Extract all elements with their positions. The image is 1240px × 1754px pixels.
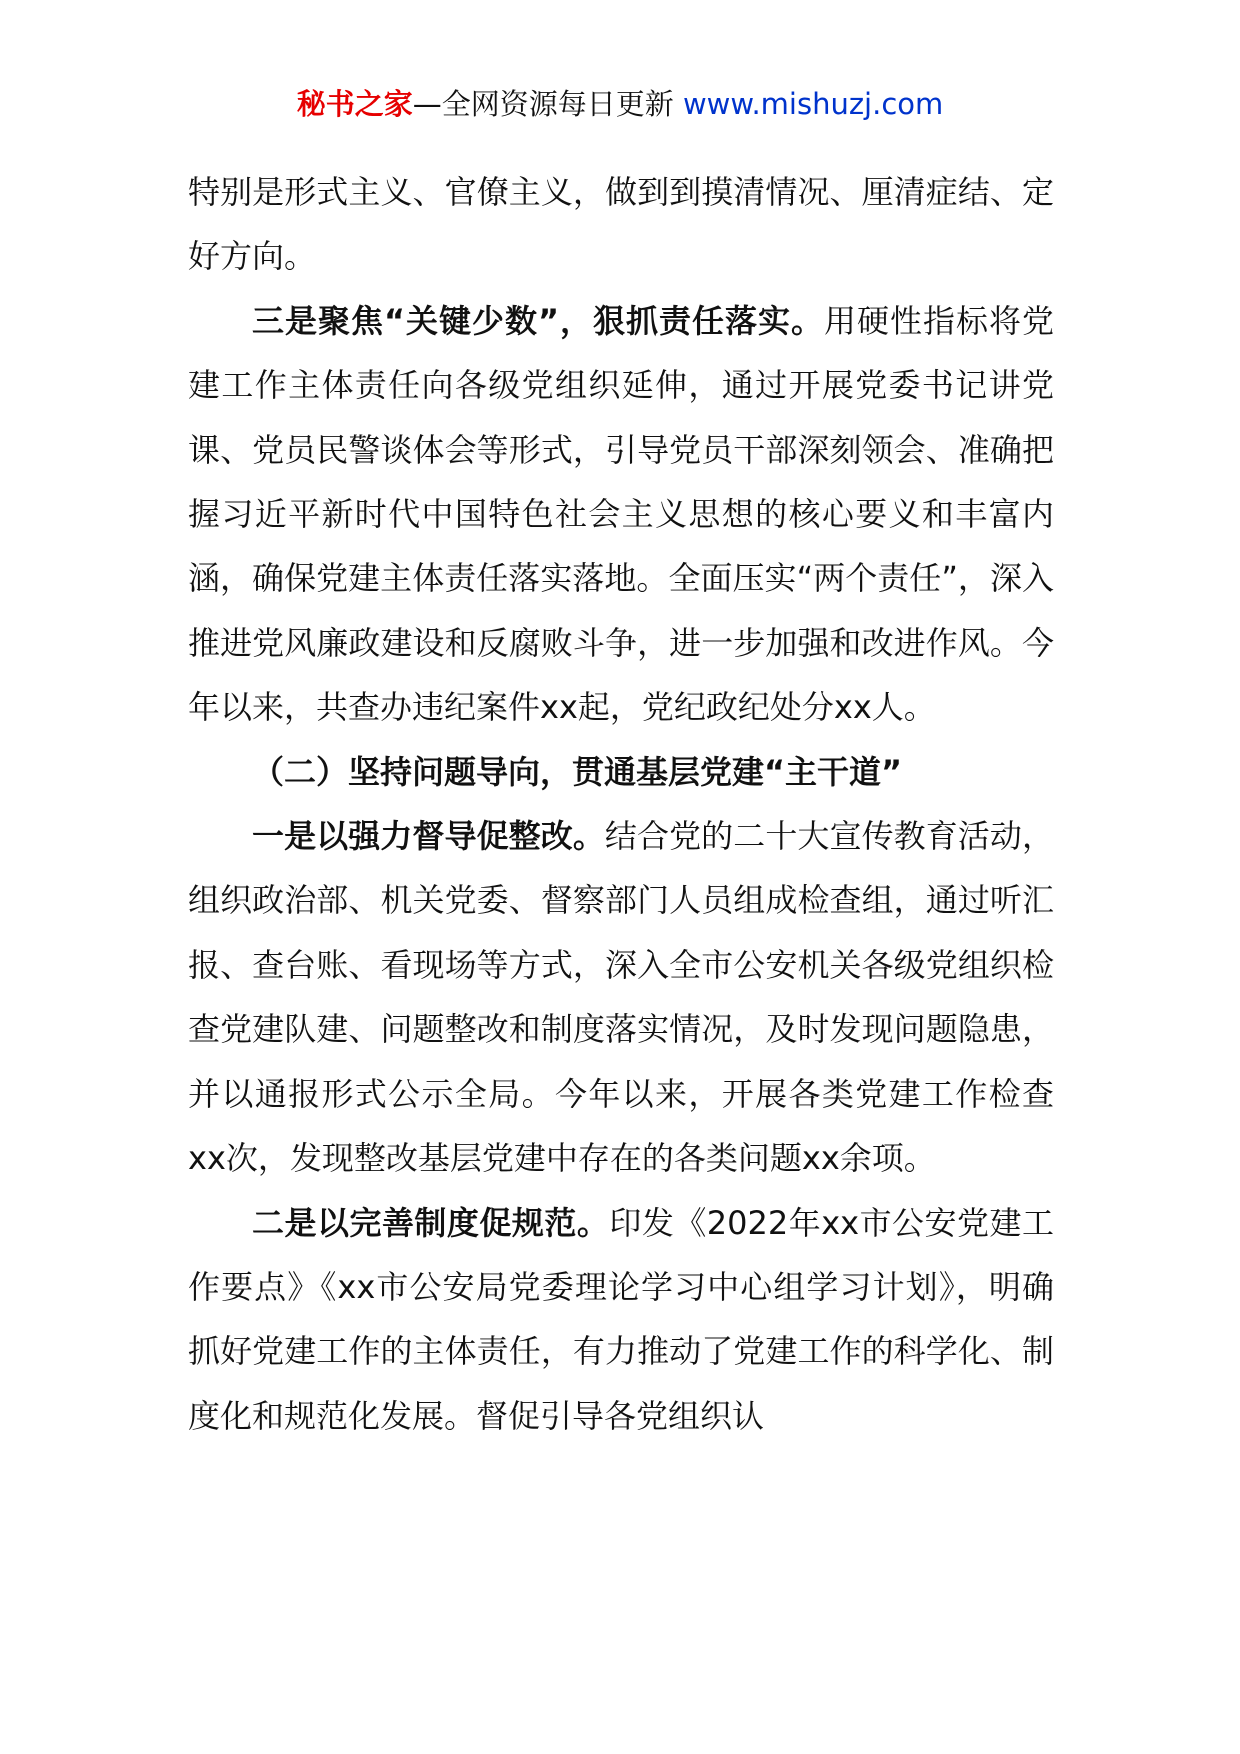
- paragraph-key-minority: [188, 289, 1054, 740]
- paragraph-supervision: [188, 804, 1054, 1190]
- document-body: [188, 160, 1054, 1448]
- site-header: [0, 84, 1240, 124]
- paragraph-text: 特别是形式主义、官僚主义，做到到摸清情况、厘清症结、定好方向。: [188, 173, 1054, 276]
- paragraph-text: 印发《2022年xx市公安党建工作要点》《xx市公安局党委理论学习中心组学习计划》，明确抓好党建工作的主体责任，有力推动了党建工作的科学化、制度化和规范化发展。督促引导各党组织认: [188, 1203, 1054, 1435]
- section-heading: （二）坚持问题导向，贯通基层党建“主干道”: [252, 752, 903, 791]
- paragraph-lead: 三是聚焦“关键少数”，狠抓责任落实。: [252, 301, 824, 340]
- paragraph-text: 用硬性指标将党建工作主体责任向各级党组织延伸，通过开展党委书记讲党课、党员民警谈体会等形式，引导党员干部深刻领会、准确把握习近平新时代中国特色社会主义思想的核心要义和丰富内涵，确保党建主体责任落实落地。全面压实“两个责任”，深入推进党风廉政建设和反腐败斗争，进一步加强和改进作风。今年以来，共查办违纪案件xx起，党纪政纪处分xx人。: [188, 301, 1054, 727]
- paragraph-lead: 一是以强力督导促整改。: [252, 817, 605, 856]
- paragraph-system: [188, 1191, 1054, 1449]
- site-url-link[interactable]: www.mishuzj.com: [682, 87, 944, 121]
- paragraph-lead: 二是以完善制度促规范。: [252, 1203, 610, 1242]
- paragraph-continuation: [188, 160, 1054, 289]
- site-brand: 秘书之家: [296, 87, 413, 121]
- site-slogan: —全网资源每日更新: [412, 87, 674, 121]
- paragraph-text: 结合党的二十大宣传教育活动，组织政治部、机关党委、督察部门人员组成检查组，通过听汇报、查台账、看现场等方式，深入全市公安机关各级党组织检查党建队建、问题整改和制度落实情况，及时发现问题隐患，并以通报形式公示全局。今年以来，开展各类党建工作检查xx次，发现整改基层党建中存在的各类问题xx余项。: [188, 817, 1054, 1178]
